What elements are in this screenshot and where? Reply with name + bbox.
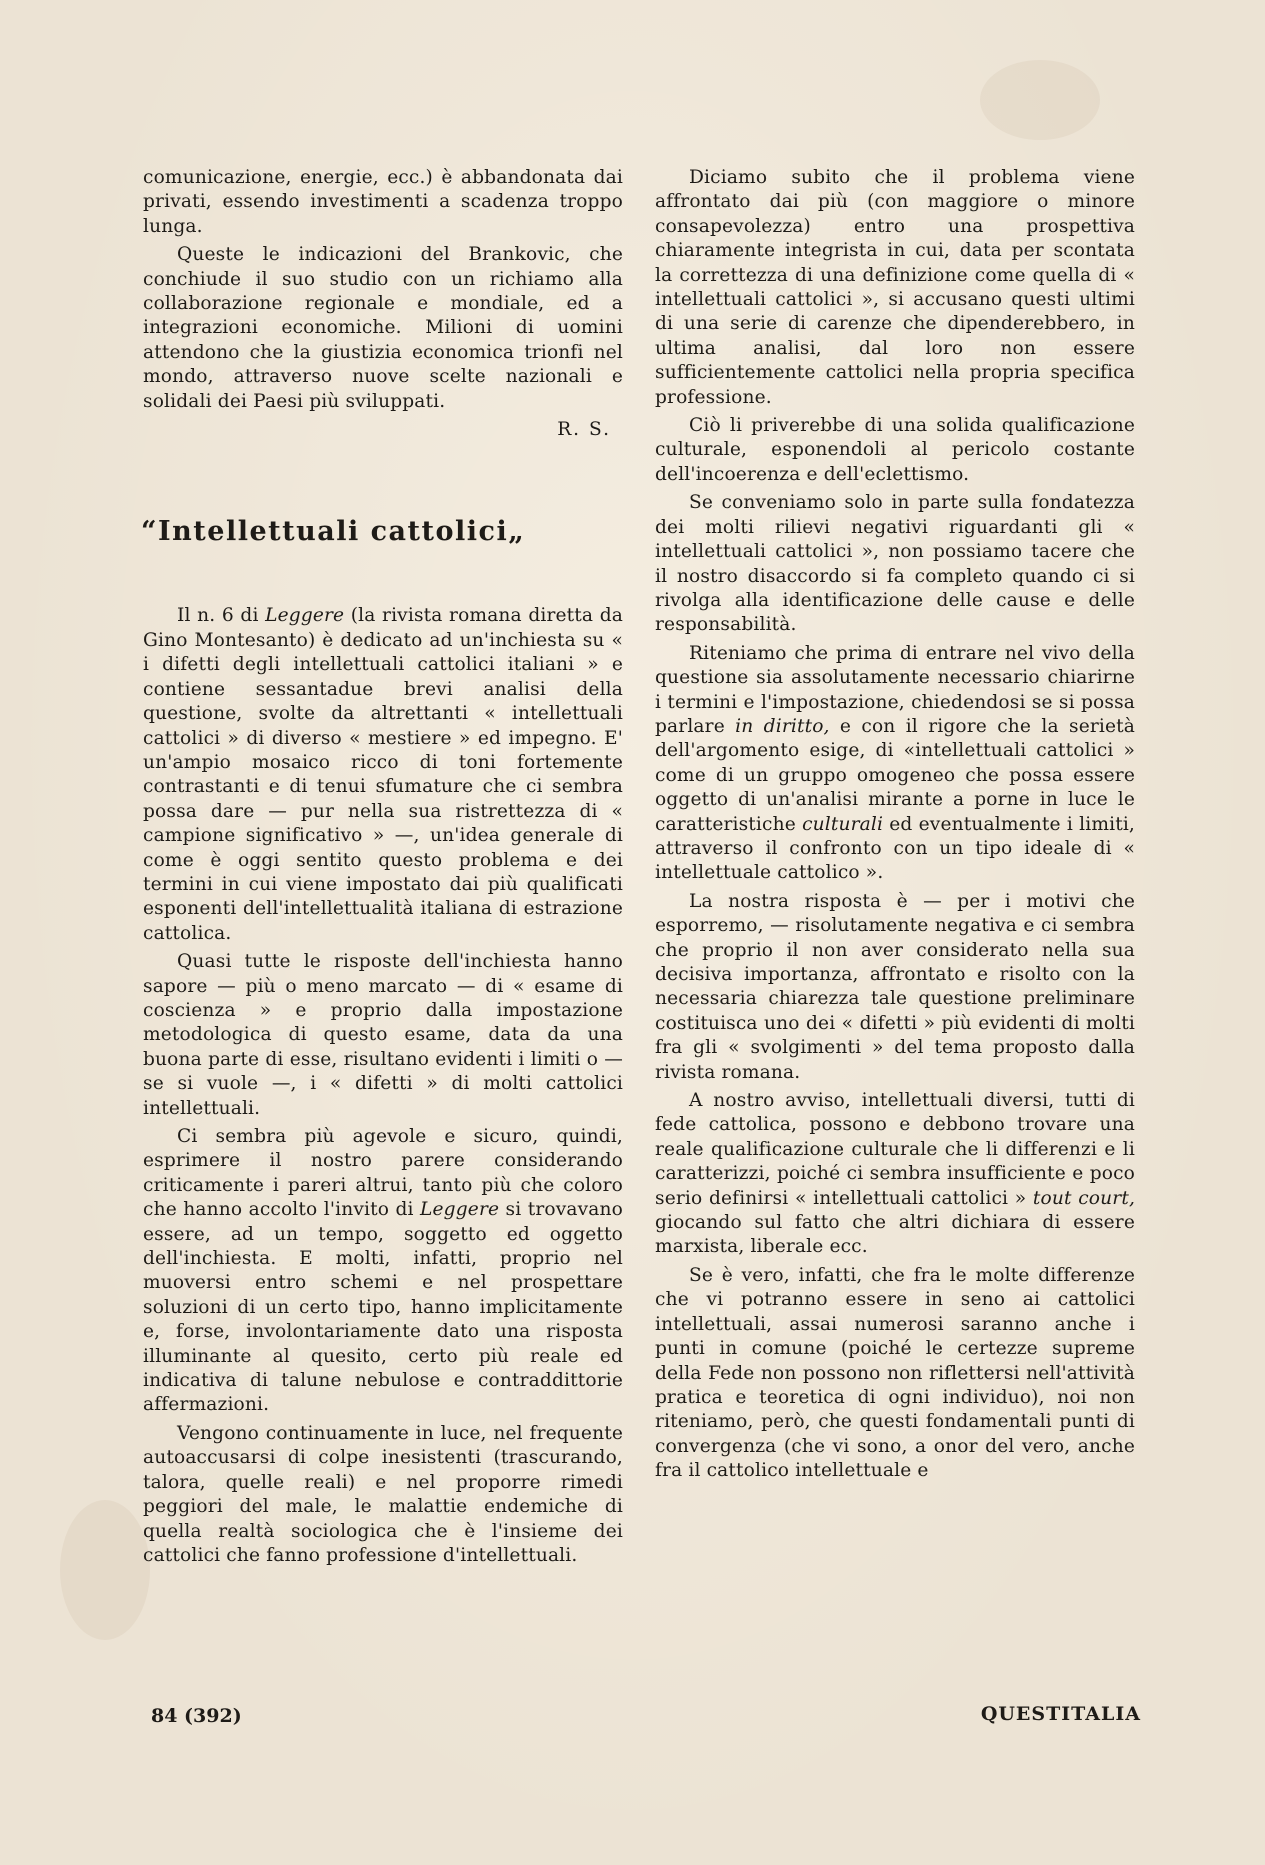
italic-text: culturali bbox=[802, 813, 884, 835]
publication-name: QUESTITALIA bbox=[980, 1703, 1141, 1725]
paragraph: Queste le indicazioni del Brankovic, che conchiude il suo studio con un richiamo alla collaborazione regionale e mondiale, ed a integrazioni economiche. Milioni di uomini attendono che la giustizia economica trionfi nel mondo, attraverso nuove scelte nazionali e solidali dei Paesi più sviluppati. bbox=[143, 244, 623, 412]
section-title: “Intellettuali cattolici„ bbox=[141, 516, 526, 548]
text-span: giocando sul fatto che altri dichiara di essere marxista, liberale ecc. bbox=[655, 1212, 1135, 1258]
italic-text: tout court, bbox=[1032, 1187, 1135, 1209]
author-signature: R. S. bbox=[557, 419, 611, 441]
paragraph bbox=[655, 1089, 1135, 1260]
paragraph: Ciò li priverebbe di una solida qualificazione culturale, esponendoli al pericolo costante dell'incoerenza e dell'eclettismo. bbox=[655, 415, 1135, 485]
left-column bbox=[143, 166, 623, 1572]
paragraph bbox=[143, 1125, 623, 1418]
text-span: Riteniamo che prima di entrare nel vivo della questione sia assolutamente necessario chiarirne i termini e l'impostazione, chiedendosi se si possa parlare bbox=[655, 642, 1135, 737]
paragraph: Diciamo subito che il problema viene affrontato dai più (con maggiore o minore consapevolezza) entro una prospettiva chiaramente integrista in cui, data per scontata la correttezza di una definizione come quella di « intellettuali cattolici », si accusano questi ultimi di una serie di carenze che dipenderebbero, in ultima analisi, dal loro non essere sufficientemente cattolici nella propria specifica professione. bbox=[655, 167, 1135, 408]
text-span: Ci sembra più agevole e sicuro, quindi, esprimere il nostro parere considerando criticamente i pareri altrui, tanto più che coloro che hanno accolto l'invito di bbox=[143, 1126, 623, 1221]
paragraph bbox=[143, 604, 623, 946]
paragraph: Vengono continuamente in luce, nel frequente autoaccusarsi di colpe inesistenti (trascurando, talora, quelle reali) e nel proporre rimedi peggiori del male, le malattie endemiche di quella realtà sociologica che è l'insieme dei cattolici che fanno professione d'intellettuali. bbox=[143, 1422, 623, 1566]
magazine-name: Leggere bbox=[265, 605, 345, 627]
page-number: 84 (392) bbox=[151, 1705, 242, 1727]
text-span: (la rivista romana diretta da Gino Montesanto) è dedicato ad un'inchiesta su « i difetti degli intellettuali cattolici italiani » e contiene sessantadue brevi analisi della questione, svolte da altrettanti « intellettuali cattolici » di diverso « mestiere » ed impegno. E' un'ampio mosaico ricco di toni fortemente contrastanti e di tenui sfumature che ci sembra possa dare — pur nella sua ristrettezza di « campione significativo » —, un'idea generale di come è oggi sentito questo problema e dei termini in cui viene impostato dai più qualificati esponenti dell'intellettualità italiana di estrazione cattolica. bbox=[143, 605, 624, 944]
intro-paragraph: comunicazione, energie, ecc.) è abbandonata dai privati, essendo investimenti a scadenza troppo lunga. bbox=[143, 167, 623, 237]
paragraph bbox=[655, 642, 1135, 886]
paragraph: Se è vero, infatti, che fra le molte differenze che vi potranno essere in seno ai cattolici intellettuali, assai numerosi saranno anche i punti in comune (poiché le certezze supreme della Fede non possono non riflettersi nell'attività pratica e teoretica di ogni individuo), noi non riteniamo, però, che questi fondamentali punti di convergenza (che vi sono, a onor del vero, anche fra il cattolico intellettuale e bbox=[655, 1264, 1135, 1482]
italic-text: in diritto, bbox=[735, 715, 830, 737]
magazine-name: Leggere bbox=[420, 1199, 500, 1221]
right-column bbox=[655, 166, 1135, 1488]
text-span: si trovavano essere, ad un tempo, soggetto ed oggetto dell'inchiesta. E molti, infatti, proprio nel muoversi entro schemi e nel prospettare soluzioni di un certo tipo, hanno implicitamente e, forse, involontariamente dato una risposta illuminante al quesito, certo più reale ed indicativa di talune nebulose e contraddittorie affermazioni. bbox=[143, 1199, 623, 1416]
paragraph: La nostra risposta è — per i motivi che esporremo, — risolutamente negativa e ci sembra che proprio il non aver considerato nella sua decisiva importanza, affrontato e risolto con la necessaria chiarezza tale questione preliminare costituisca uno dei « difetti » più evidenti di molti fra gli « svolgimenti » del tema proposto dalla rivista romana. bbox=[655, 890, 1135, 1083]
paper-stain bbox=[980, 60, 1100, 140]
text-span: e con il rigore che la serietà dell'argomento esige, di «intellettuali cattolici » come di un gruppo omogeneo che possa essere oggetto di un'analisi mirante a porne in luce le caratteristiche bbox=[655, 715, 1135, 835]
text-span: ed eventualmente i limiti, attraverso il confronto con un tipo ideale di « intellettuale cattolico ». bbox=[655, 813, 1135, 884]
text-span: Il n. 6 di bbox=[177, 605, 266, 627]
paragraph: Quasi tutte le risposte dell'inchiesta hanno sapore — più o meno marcato — di « esame di coscienza » e proprio dalla impostazione metodologica di questo esame, data da una buona parte di esse, risultano evidenti i limiti o — se si vuole —, i « difetti » di molti cattolici intellettuali. bbox=[143, 951, 623, 1119]
paper-stain bbox=[60, 1500, 150, 1640]
text-span: A nostro avviso, intellettuali diversi, tutti di fede cattolica, possono e debbono trovare una reale qualificazione culturale che li differenzi e li caratterizzi, poiché ci sembra insufficiente e poco serio definirsi « intellettuali cattolici » bbox=[655, 1090, 1135, 1209]
paragraph: Se conveniamo solo in parte sulla fondatezza dei molti rilievi negativi riguardanti gli « intellettuali cattolici », non possiamo tacere che il nostro disaccordo si fa completo quando ci si rivolga alla identificazione delle cause e delle responsabilità. bbox=[655, 492, 1135, 636]
